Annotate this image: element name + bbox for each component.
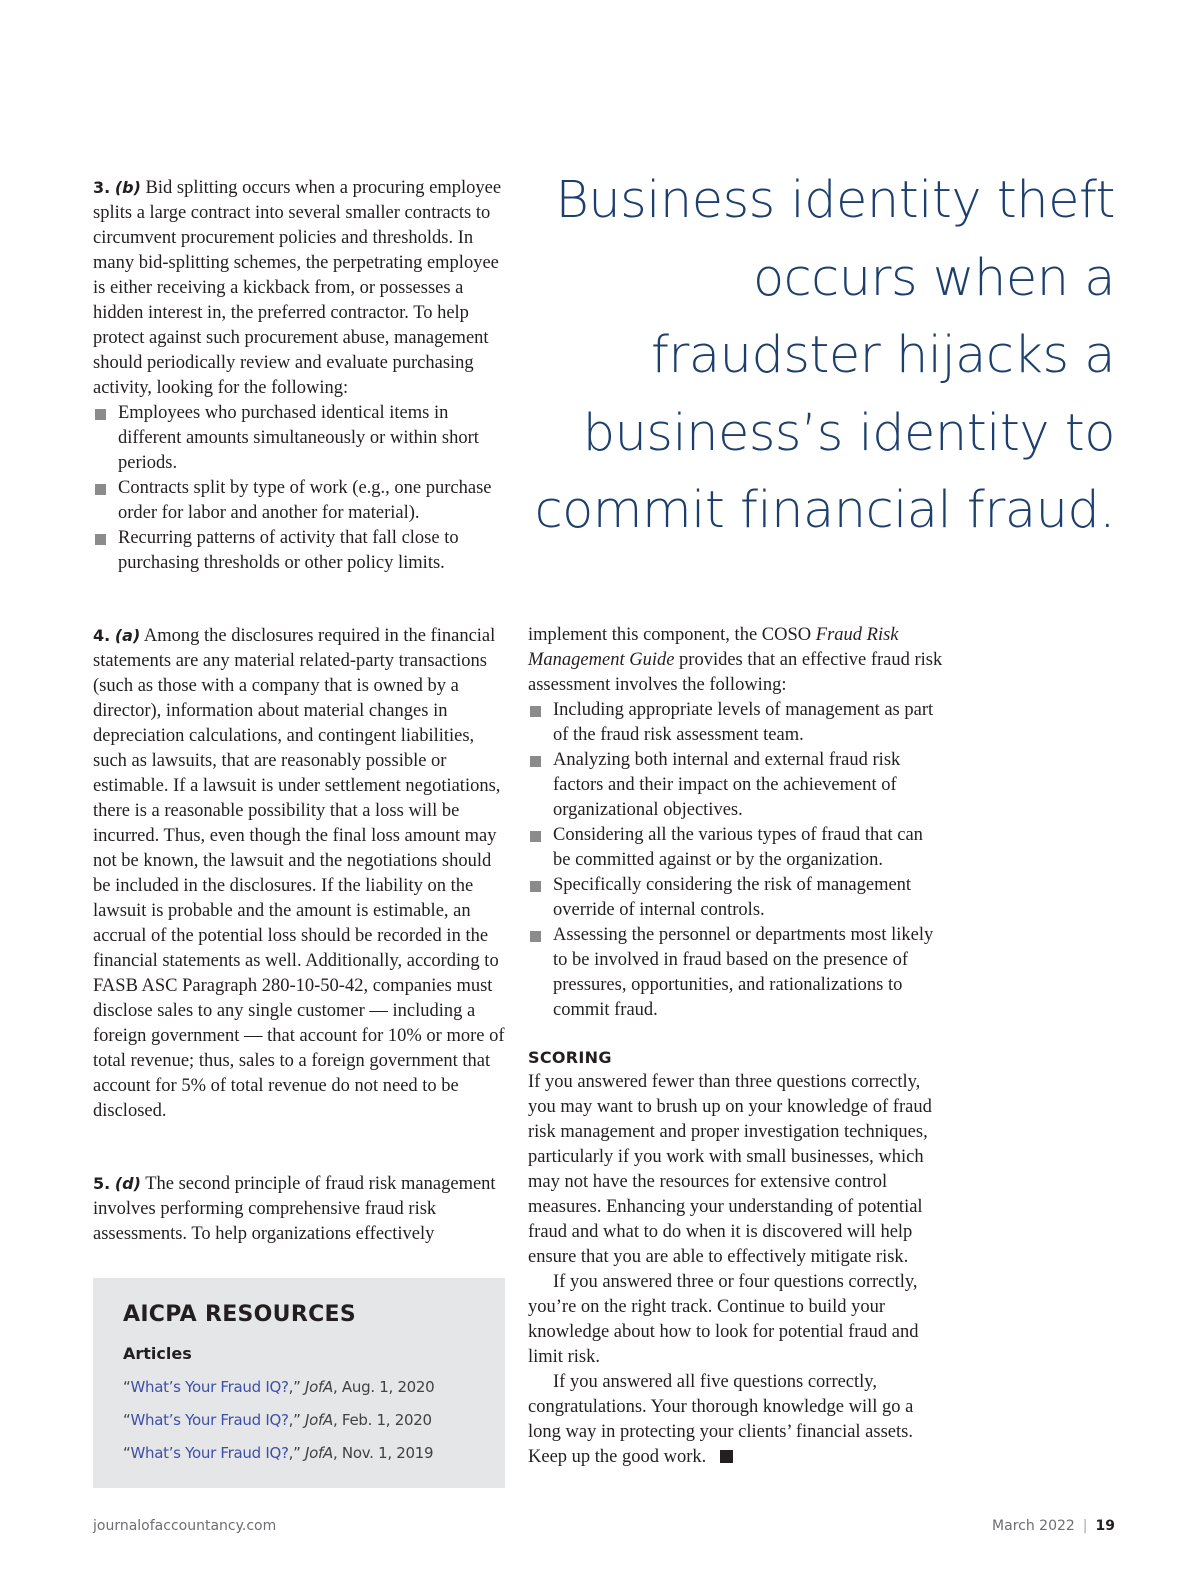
list-item: Including appropriate levels of management as part of the fraud risk assessment team. [528,698,943,748]
list-item: Recurring patterns of activity that fall close to purchasing thresholds or other policy limits. [93,526,505,576]
square-bullet-icon [530,831,541,842]
scoring-section [528,1045,943,1470]
aicpa-resources-box [93,1278,505,1488]
right-column [528,623,943,1023]
square-bullet-icon [95,409,106,420]
q5-number: 5. [93,1174,111,1193]
q4-paragraph [93,623,505,1124]
list-item: Assessing the personnel or departments most likely to be involved in fraud based on the presence of pressures, opportunities, and rationalizations to commit fraud. [528,923,943,1023]
resource-link[interactable]: What’s Your Fraud IQ? [130,1378,289,1396]
risk-assessment-bullet-list [528,698,943,1023]
q3-answer-letter: (b) [114,178,141,197]
footer-separator: | [1082,1518,1088,1534]
q4-block [93,623,505,1124]
list-item: Considering all the various types of fraud that can be committed against or by the organization. [528,823,943,873]
resource-item: “What’s Your Fraud IQ?,” JofA, Feb. 1, 2020 [123,1411,432,1429]
square-bullet-icon [530,931,541,942]
square-bullet-icon [530,881,541,892]
square-bullet-icon [530,706,541,717]
page-number: 19 [1095,1518,1115,1534]
q3-text: Bid splitting occurs when a procuring employee splits a large contract into several smaller contracts to circumvent procurement policies and thresholds. In many bid-splitting schemes, the perpetrating employee is either receiving a kickback from, or possesses a hidden interest in, the preferred contractor. To help protect against such procurement abuse, management should periodically review and evaluate purchasing activity, looking for the following: [93,178,502,398]
q5-answer-letter: (d) [114,1174,141,1193]
list-item: Employees who purchased identical items in different amounts simultaneously or within short periods. [93,401,505,476]
end-mark-icon [720,1450,733,1463]
q3-paragraph [93,175,505,401]
pull-quote: Business identity theft occurs when a fraudster hijacks a business’s identity to commit financial fraud. [534,171,1115,540]
footer-website: journalofaccountancy.com [93,1518,277,1534]
q4-answer-letter: (a) [114,626,141,645]
q5-paragraph [93,1171,505,1247]
q4-text: Among the disclosures required in the financial statements are any material related-party transactions (such as those with a company that is owned by a director), information about material changes in depreciation calculations, and contingent liabilities, such as lawsuits, that are reasonably possible or estimable. If a lawsuit is under settlement negotiations, there is a reasonable possibility that a loss will be incurred. Thus, even though the final loss amount may not be known, the lawsuit and the negotiations should be included in the disclosures. If the liability on the lawsuit is probable and the amount is estimable, an accrual of the potential loss should be recorded in the financial statements as well. Additionally, according to FASB ASC Paragraph 280-10-50-42, companies must disclose sales to any single customer — including a foreign government — that account for 10% or more of total revenue; thus, sales to a foreign government that account for 5% of total revenue do not need to be disclosed. [93,626,505,1121]
scoring-paragraph: If you answered fewer than three questions correctly, you may want to brush up on your knowledge of fraud risk management and proper investigation techniques, particularly if you work with small businesses, which may not have the resources for extensive control measures. Enhancing your understanding of potential fraud and what to do when it is discovered will help ensure that you are able to effectively mitigate risk. [528,1072,932,1267]
left-column [93,175,505,576]
q3-number: 3. [93,178,111,197]
resources-subtitle: Articles [123,1344,192,1363]
q4-number: 4. [93,626,111,645]
resource-link[interactable]: What’s Your Fraud IQ? [130,1444,289,1462]
q3-bullet-list [93,401,505,576]
footer-issue-date: March 2022 [992,1518,1075,1534]
list-item: Contracts split by type of work (e.g., one purchase order for labor and another for material). [93,476,505,526]
square-bullet-icon [530,756,541,767]
scoring-heading: SCORING [528,1048,612,1067]
q5-block [93,1171,505,1247]
q5-continuation: implement this component, the COSO Fraud Risk Management Guide provides that an effective fraud risk assessment involves the following: [528,625,943,695]
square-bullet-icon [95,484,106,495]
q5-text: The second principle of fraud risk management involves performing comprehensive fraud risk assessments. To help organizations effectively [93,1174,496,1244]
footer-page-info [992,1518,1115,1534]
scoring-paragraph: If you answered three or four questions correctly, you’re on the right track. Continue to build your knowledge about how to look for potential fraud and limit risk. [528,1272,919,1367]
list-item: Specifically considering the risk of management override of internal controls. [528,873,943,923]
square-bullet-icon [95,534,106,545]
resource-link[interactable]: What’s Your Fraud IQ? [130,1411,289,1429]
resources-title: AICPA RESOURCES [123,1302,356,1327]
list-item: Analyzing both internal and external fraud risk factors and their impact on the achievement of organizational objectives. [528,748,943,823]
resource-item: “What’s Your Fraud IQ?,” JofA, Aug. 1, 2020 [123,1378,435,1396]
scoring-paragraph: If you answered all five questions correctly, congratulations. Your thorough knowledge will go a long way in protecting your clients’ financial assets. Keep up the good work. [528,1372,914,1467]
resource-item: “What’s Your Fraud IQ?,” JofA, Nov. 1, 2019 [123,1444,434,1462]
